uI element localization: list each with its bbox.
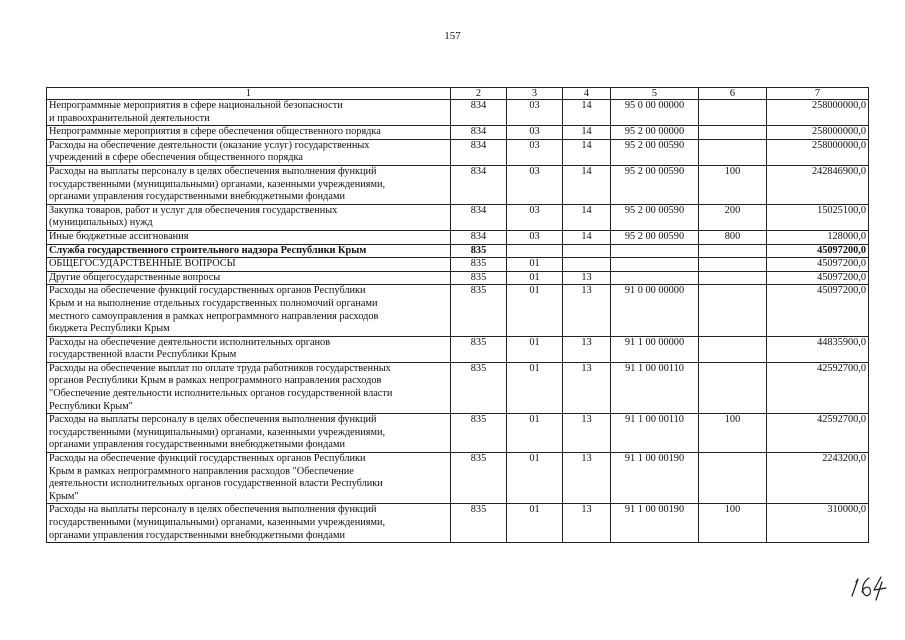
table-row [47, 139, 869, 165]
row-subsection: 14 [563, 126, 611, 140]
row-name: Служба государственного строительного надзора Республики Крым [47, 244, 451, 258]
row-subsection: 13 [563, 504, 611, 543]
row-section: 01 [507, 362, 563, 413]
row-subsection [563, 244, 611, 258]
row-name: Непрограммные мероприятия в сфере национальной безопасности и правоохранительной деятельности [47, 100, 451, 126]
row-expense-type: 100 [699, 414, 767, 453]
row-target-article [611, 258, 699, 272]
row-code: 834 [451, 230, 507, 244]
row-amount: 128000,0 [767, 230, 869, 244]
row-expense-type [699, 244, 767, 258]
row-amount: 45097200,0 [767, 271, 869, 285]
row-target-article: 95 2 00 00590 [611, 139, 699, 165]
row-subsection [563, 258, 611, 272]
row-subsection: 14 [563, 165, 611, 204]
row-subsection: 14 [563, 139, 611, 165]
row-section: 03 [507, 204, 563, 230]
row-name: Расходы на обеспечение деятельности (оказание услуг) государственных учреждений в сфере обеспечения общественного порядка [47, 139, 451, 165]
row-name: Расходы на обеспечение деятельности исполнительных органов государственной власти Республики Крым [47, 336, 451, 362]
row-amount: 45097200,0 [767, 244, 869, 258]
row-name: Закупка товаров, работ и услуг для обеспечения государственных (муниципальных) нужд [47, 204, 451, 230]
row-section: 01 [507, 336, 563, 362]
row-target-article [611, 244, 699, 258]
row-amount: 310000,0 [767, 504, 869, 543]
row-amount: 44835900,0 [767, 336, 869, 362]
row-name: Иные бюджетные ассигнования [47, 230, 451, 244]
row-subsection: 14 [563, 100, 611, 126]
row-name: Расходы на обеспечение функций государственных органов Республики Крым в рамках непрограммного направления расходов "Обеспечение деятельности исполнительных органов государственной власти Республики Крым" [47, 453, 451, 504]
row-subsection: 13 [563, 453, 611, 504]
row-expense-type: 200 [699, 204, 767, 230]
table-row [47, 258, 869, 272]
row-name: Расходы на выплаты персоналу в целях обеспечения выполнения функций государственными (муниципальными) органами, казенными учреждениями, органами управления государственными внебюджетными фондами [47, 414, 451, 453]
row-code: 835 [451, 244, 507, 258]
table-row [47, 244, 869, 258]
row-subsection: 13 [563, 336, 611, 362]
row-section: 01 [507, 504, 563, 543]
row-amount: 242846900,0 [767, 165, 869, 204]
row-expense-type: 100 [699, 504, 767, 543]
table-row [47, 362, 869, 413]
row-target-article: 91 1 00 00110 [611, 414, 699, 453]
row-name: Непрограммные мероприятия в сфере обеспечения общественного порядка [47, 126, 451, 140]
row-subsection: 13 [563, 271, 611, 285]
row-section: 03 [507, 100, 563, 126]
row-section: 01 [507, 453, 563, 504]
row-target-article: 91 1 00 00000 [611, 336, 699, 362]
row-code: 835 [451, 414, 507, 453]
row-section: 01 [507, 285, 563, 336]
column-header: 2 [451, 88, 507, 100]
row-expense-type [699, 126, 767, 140]
row-name: Расходы на обеспечение выплат по оплате труда работников государственных органов Республики Крым в рамках непрограммного направления расходов "Обеспечение деятельности исполнительных органов государственной власти Республики Крым" [47, 362, 451, 413]
row-amount: 2243200,0 [767, 453, 869, 504]
row-target-article: 95 2 00 00000 [611, 126, 699, 140]
row-amount: 15025100,0 [767, 204, 869, 230]
column-header: 6 [699, 88, 767, 100]
row-target-article: 95 2 00 00590 [611, 230, 699, 244]
row-subsection: 13 [563, 414, 611, 453]
row-subsection: 13 [563, 285, 611, 336]
row-target-article: 95 2 00 00590 [611, 204, 699, 230]
table-row [47, 126, 869, 140]
row-target-article: 91 0 00 00000 [611, 285, 699, 336]
row-expense-type [699, 285, 767, 336]
row-amount: 42592700,0 [767, 362, 869, 413]
row-code: 835 [451, 285, 507, 336]
row-code: 834 [451, 126, 507, 140]
row-section: 01 [507, 414, 563, 453]
handwritten-page-number [848, 572, 888, 602]
row-subsection: 13 [563, 362, 611, 413]
row-expense-type [699, 139, 767, 165]
row-amount: 42592700,0 [767, 414, 869, 453]
row-code: 835 [451, 336, 507, 362]
row-target-article [611, 271, 699, 285]
row-expense-type [699, 362, 767, 413]
row-amount: 45097200,0 [767, 285, 869, 336]
row-code: 834 [451, 139, 507, 165]
row-target-article: 91 1 00 00110 [611, 362, 699, 413]
row-amount: 258000000,0 [767, 126, 869, 140]
row-section: 01 [507, 258, 563, 272]
column-header: 5 [611, 88, 699, 100]
row-name: Расходы на выплаты персоналу в целях обеспечения выполнения функций государственными (муниципальными) органами, казенными учреждениями, органами управления государственными внебюджетными фондами [47, 504, 451, 543]
page-number: 157 [444, 30, 461, 42]
table-row [47, 414, 869, 453]
row-code: 834 [451, 165, 507, 204]
header-row [47, 88, 869, 100]
row-expense-type [699, 258, 767, 272]
row-section [507, 244, 563, 258]
column-header: 7 [767, 88, 869, 100]
table-row [47, 165, 869, 204]
row-code: 835 [451, 504, 507, 543]
row-section: 03 [507, 165, 563, 204]
row-section: 03 [507, 230, 563, 244]
row-name: ОБЩЕГОСУДАРСТВЕННЫЕ ВОПРОСЫ [47, 258, 451, 272]
table-row [47, 285, 869, 336]
row-code: 835 [451, 258, 507, 272]
row-target-article: 95 2 00 00590 [611, 165, 699, 204]
column-header: 4 [563, 88, 611, 100]
row-expense-type [699, 336, 767, 362]
row-name: Другие общегосударственные вопросы [47, 271, 451, 285]
row-code: 835 [451, 453, 507, 504]
row-code: 835 [451, 271, 507, 285]
table-row [47, 504, 869, 543]
row-expense-type [699, 453, 767, 504]
table-row [47, 271, 869, 285]
column-header: 1 [47, 88, 451, 100]
table-row [47, 100, 869, 126]
row-code: 834 [451, 100, 507, 126]
row-expense-type: 100 [699, 165, 767, 204]
row-expense-type [699, 100, 767, 126]
row-name: Расходы на обеспечение функций государственных органов Республики Крым и на выполнение отдельных государственных полномочий органами местного самоуправления в рамках непрограммного направления расходов бюджета Республики Крым [47, 285, 451, 336]
table-row [47, 453, 869, 504]
budget-table [46, 87, 869, 543]
column-header: 3 [507, 88, 563, 100]
row-section: 03 [507, 126, 563, 140]
row-amount: 45097200,0 [767, 258, 869, 272]
row-section: 03 [507, 139, 563, 165]
table-row [47, 204, 869, 230]
row-section: 01 [507, 271, 563, 285]
table-row [47, 336, 869, 362]
row-expense-type: 800 [699, 230, 767, 244]
row-code: 835 [451, 362, 507, 413]
row-subsection: 14 [563, 230, 611, 244]
table-body [47, 100, 869, 543]
row-name: Расходы на выплаты персоналу в целях обеспечения выполнения функций государственными (муниципальными) органами, казенными учреждениями, органами управления государственными внебюджетными фондами [47, 165, 451, 204]
row-subsection: 14 [563, 204, 611, 230]
row-expense-type [699, 271, 767, 285]
row-target-article: 91 1 00 00190 [611, 453, 699, 504]
row-target-article: 91 1 00 00190 [611, 504, 699, 543]
row-target-article: 95 0 00 00000 [611, 100, 699, 126]
row-amount: 258000000,0 [767, 139, 869, 165]
row-amount: 258000000,0 [767, 100, 869, 126]
table-row [47, 230, 869, 244]
row-code: 834 [451, 204, 507, 230]
